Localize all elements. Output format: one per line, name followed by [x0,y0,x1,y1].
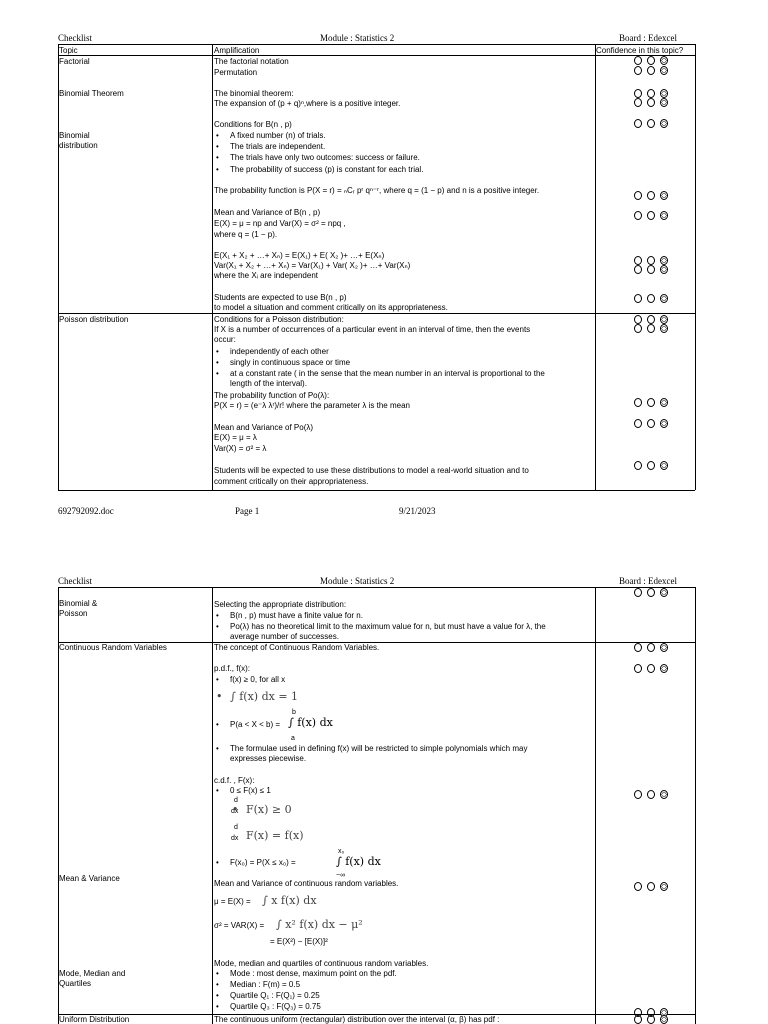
confidence-rating [634,256,668,265]
text-line: occur: [214,335,236,344]
smile-icon [634,324,642,333]
footer-doc: 692792092.doc [58,506,114,516]
integral: ∫ x² f(x) dx − μ² [276,918,363,931]
limit-lower: −∞ [336,872,346,879]
text-line: Students are expected to use B(n , p) [214,293,347,302]
text-line: Var(X) = σ² = λ [214,444,267,453]
bullet-item: • P(a < X < b) = [230,720,280,729]
frown-icon [660,315,668,324]
text-line: The continuous uniform (rectangular) distribution over the interval (α, β) has pdf : [214,1015,500,1024]
limit-upper: b [292,709,296,716]
text-line: c.d.f. , F(x): [214,776,255,785]
neutral-icon [647,324,655,333]
topic-factorial: Factorial [59,57,90,66]
frown-icon [660,882,668,891]
integral: ∫ x f(x) dx [262,894,317,907]
neutral-icon [647,588,655,597]
confidence-rating [634,790,668,799]
text-line: E(X₁ + X₂ + …+ Xₙ) = E(X₁) + E( X₂ )+ …+ E(Xₙ) [214,251,385,260]
text-line: If X is a number of occurrences of a particular event in an interval of time, then the events [214,325,531,334]
smile-icon [634,56,642,65]
frown-icon [660,324,668,333]
smile-icon [634,1015,642,1024]
bullet-item: • independently of each other [230,347,329,356]
neutral-icon [647,664,655,673]
limit-upper: x₀ [338,848,345,855]
neutral-icon [647,98,655,107]
text-line: Conditions for B(n , p) [214,120,292,129]
bullet-item: F(x) = f(x) [246,829,304,842]
deriv-num: d [234,824,238,831]
frown-icon [660,588,668,597]
text-line: length of the interval). [230,379,307,388]
frown-icon [660,461,668,470]
bullet-item: • Mode : most dense, maximum point on the pdf. [230,969,397,978]
frown-icon [660,294,668,303]
bullet-item: • The trials are independent. [230,142,325,151]
text-line: Mode, median and quartiles of continuous random variables. [214,959,429,968]
neutral-icon [647,1015,655,1024]
neutral-icon [647,294,655,303]
limit-lower: a [291,735,295,742]
confidence-rating [634,98,668,107]
header-checklist: Checklist [58,33,92,43]
text-line: Var(X₁ + X₂ + …+ Xₙ) = Var(X₁) + Var( X₂ )+ …+ Var(Xₙ) [214,261,411,270]
smile-icon [634,664,642,673]
smile-icon [634,461,642,470]
topic-crv: Continuous Random Variables [59,643,167,652]
text-line: The factorial notation [214,57,289,66]
confidence-rating [634,119,668,128]
confidence-rating [634,643,668,652]
bullet-item: • F(x₀) = P(X ≤ x₀) = [230,858,296,867]
neutral-icon [647,315,655,324]
frown-icon [660,790,668,799]
text-line: expresses piecewise. [230,754,307,763]
bullet-item: • The formulae used in defining f(x) will be restricted to simple polynomials which may [230,744,527,753]
text-line: P(X = r) = (e⁻λ λʳ)/r! where the parameter λ is the mean [214,401,410,410]
neutral-icon [647,643,655,652]
confidence-rating [634,265,668,274]
smile-icon [634,419,642,428]
topic-poisson: Poisson distribution [59,315,129,324]
frown-icon [660,56,668,65]
topic-mode-median: Mode, Median and [59,969,126,978]
confidence-rating [634,191,668,200]
smile-icon [634,643,642,652]
bullet-item: • singly in continuous space or time [230,358,350,367]
smile-icon [634,119,642,128]
deriv-num: d [234,797,238,804]
confidence-rating [634,324,668,333]
text-line: The expansion of (p + q)ⁿ,where is a positive integer. [214,99,401,108]
smile-icon [634,66,642,75]
smile-icon [634,256,642,265]
topic-binomial-poisson: Binomial & [59,599,98,608]
text-line: comment critically on their appropriateness. [214,477,369,486]
confidence-rating [634,664,668,673]
bullet-item: • 0 ≤ F(x) ≤ 1 [230,786,271,795]
bullet-item: • Po(λ) has no theoretical limit to the maximum value for n, but must have a value for λ, the [230,622,546,631]
text-line: Conditions for a Poisson distribution: [214,315,344,324]
smile-icon [634,294,642,303]
text-line: E(X) = μ = np and Var(X) = σ² = npq , [214,219,346,228]
integral: ∫ f(x) dx [336,855,381,868]
frown-icon [660,419,668,428]
text-line: p.d.f., f(x): [214,664,251,673]
frown-icon [660,119,668,128]
header-checklist: Checklist [58,576,92,586]
bullet-item: • Median : F(m) = 0.5 [230,980,300,989]
header-board: Board : Edexcel [619,576,677,586]
frown-icon [660,211,668,220]
topic-uniform: Uniform Distribution [59,1015,130,1024]
bullet-item: • The probability of success (p) is constant for each trial. [230,165,423,174]
smile-icon [634,588,642,597]
topic-quartiles: Quartiles [59,979,92,988]
text-line: Mean and Variance of B(n , p) [214,208,321,217]
frown-icon [660,66,668,75]
neutral-icon [647,191,655,200]
text-line: where q = (1 − p). [214,230,278,239]
confidence-rating [634,89,668,98]
bullet-item: • F(x) ≥ 0 [246,803,292,816]
smile-icon [634,98,642,107]
smile-icon [634,398,642,407]
smile-icon [634,882,642,891]
neutral-icon [647,66,655,75]
header-module: Module : Statistics 2 [320,576,395,586]
topic-distribution: distribution [59,141,98,150]
text-line: Selecting the appropriate distribution: [214,600,347,609]
col-amplification: Amplification [214,46,260,55]
text-line: The probability function is P(X = r) = ₙCᵣ pʳ qⁿ⁻ʳ, where q = (1 − p) and n is a positive integer. [214,186,540,195]
bullet-item: • A fixed number (n) of trials. [230,131,326,140]
text-line: average number of successes. [230,632,339,641]
text-line: = E(X²) − [E(X)]² [270,937,328,946]
text-line: Students will be expected to use these distributions to model a real-world situation and to [214,466,529,475]
frown-icon [660,89,668,98]
confidence-rating [634,211,668,220]
smile-icon [634,89,642,98]
smile-icon [634,265,642,274]
confidence-rating [634,588,668,597]
topic-binomial: Binomial [59,131,90,140]
smile-icon [634,191,642,200]
topic-poisson: Poisson [59,609,88,618]
header-board: Board : Edexcel [619,33,677,43]
frown-icon [660,191,668,200]
text-line: E(X) = μ = λ [214,433,257,442]
confidence-rating [634,419,668,428]
text-line: Mean and Variance of continuous random variables. [214,879,399,888]
bullet-item: • f(x) ≥ 0, for all x [230,675,285,684]
header-module: Module : Statistics 2 [320,33,395,43]
smile-icon [634,315,642,324]
neutral-icon [647,882,655,891]
neutral-icon [647,89,655,98]
neutral-icon [647,790,655,799]
confidence-rating [634,882,668,891]
smile-icon [634,211,642,220]
deriv-den: dx [231,835,239,842]
col-topic: Topic [59,46,78,55]
topic-mean-variance: Mean & Variance [59,874,120,883]
frown-icon [660,256,668,265]
neutral-icon [647,119,655,128]
text-line: where the Xᵢ are independent [214,271,318,280]
bullet-item: • B(n , p) must have a finite value for n. [230,611,363,620]
text-line: Mean and Variance of Po(λ) [214,423,314,432]
frown-icon [660,1015,668,1024]
bullet-item: • Quartile Q₁ : F(Q₁) = 0.25 [230,991,320,1000]
col-confidence: Confidence in this topic? [596,46,684,55]
footer-page: Page 1 [235,506,260,516]
confidence-rating [634,461,668,470]
frown-icon [660,98,668,107]
confidence-rating [634,1015,668,1024]
confidence-rating [634,56,668,65]
neutral-icon [647,256,655,265]
bullet-item: • The trials have only two outcomes: success or failure. [230,153,420,162]
neutral-icon [647,265,655,274]
frown-icon [660,265,668,274]
neutral-icon [647,211,655,220]
neutral-icon [647,398,655,407]
confidence-rating [634,398,668,407]
confidence-rating [634,294,668,303]
neutral-icon [647,56,655,65]
text-line: to model a situation and comment critically on its appropriateness. [214,303,448,312]
topic-binomial-theorem: Binomial Theorem [59,89,124,98]
text-line: The probability function of Po(λ): [214,391,330,400]
smile-icon [634,790,642,799]
text-line: The binomial theorem: [214,89,294,98]
bullet-item: • at a constant rate ( in the sense that the mean number in an interval is proportional to the [230,369,545,378]
bullet-item: • Quartile Q₃ : F(Q₃) = 0.75 [230,1002,321,1011]
text-line: μ = E(X) = [214,897,251,906]
confidence-rating [634,66,668,75]
frown-icon [660,643,668,652]
bullet-item: • ∫ f(x) dx = 1 [230,690,298,703]
text-line: The concept of Continuous Random Variables. [214,643,380,652]
footer-date: 9/21/2023 [399,506,436,516]
neutral-icon [647,461,655,470]
frown-icon [660,398,668,407]
deriv-den: dx [231,808,239,815]
neutral-icon [647,419,655,428]
confidence-rating [634,315,668,324]
text-line: Permutation [214,68,258,77]
integral: ∫ f(x) dx [288,716,333,729]
frown-icon [660,664,668,673]
text-line: σ² = VAR(X) = [214,921,265,930]
